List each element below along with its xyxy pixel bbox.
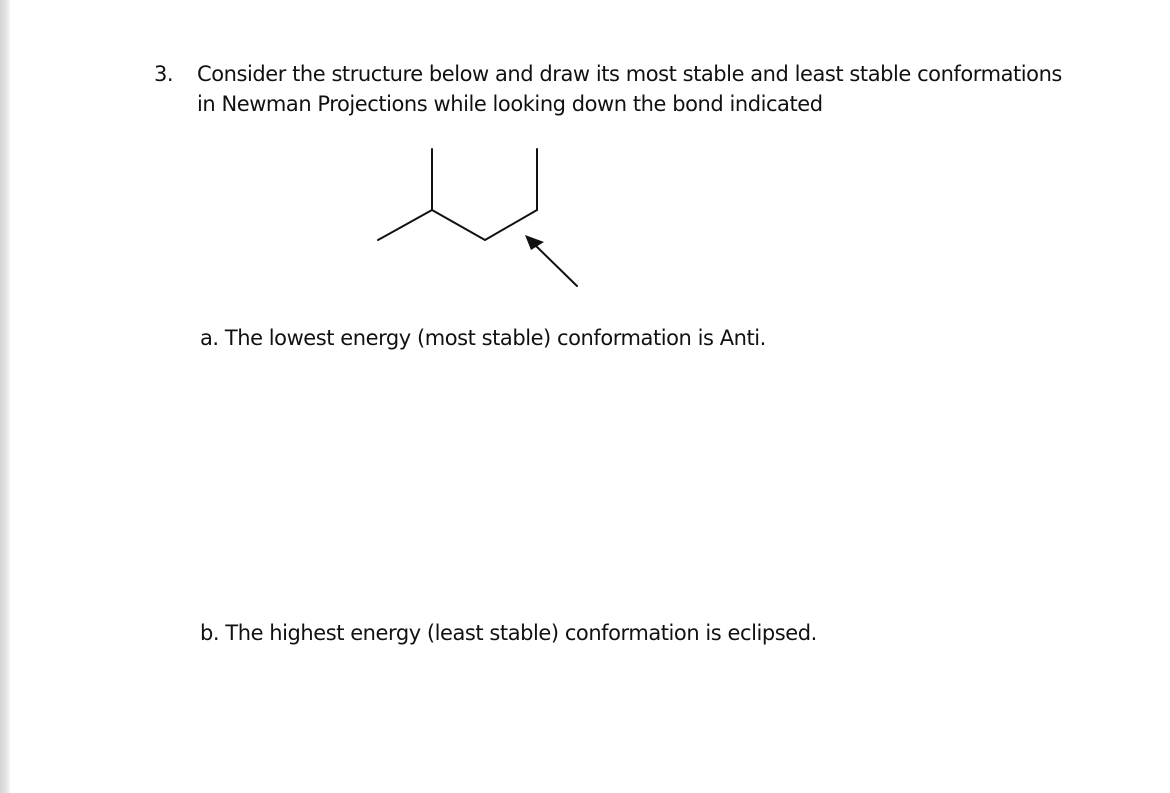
bond-c2-c3	[432, 210, 485, 240]
question-line-1: Consider the structure below and draw its most stable and least stable conformations	[197, 62, 1062, 86]
answer-b: b. The highest energy (least stable) conformation is eclipsed.	[200, 621, 817, 645]
bond-c3-c4	[485, 210, 537, 240]
indicator-arrow-shaft	[534, 244, 577, 286]
question-prompt	[197, 59, 1157, 119]
question-number: 3.	[154, 62, 174, 86]
skeletal-structure	[370, 140, 590, 290]
bond-left-methyl	[378, 210, 432, 240]
question-line-2: in Newman Projections while looking down the bond indicated	[197, 92, 823, 116]
page-left-edge-shadow	[0, 0, 10, 793]
indicator-arrowhead	[525, 235, 544, 250]
answer-a: a. The lowest energy (most stable) conformation is Anti.	[200, 326, 766, 350]
